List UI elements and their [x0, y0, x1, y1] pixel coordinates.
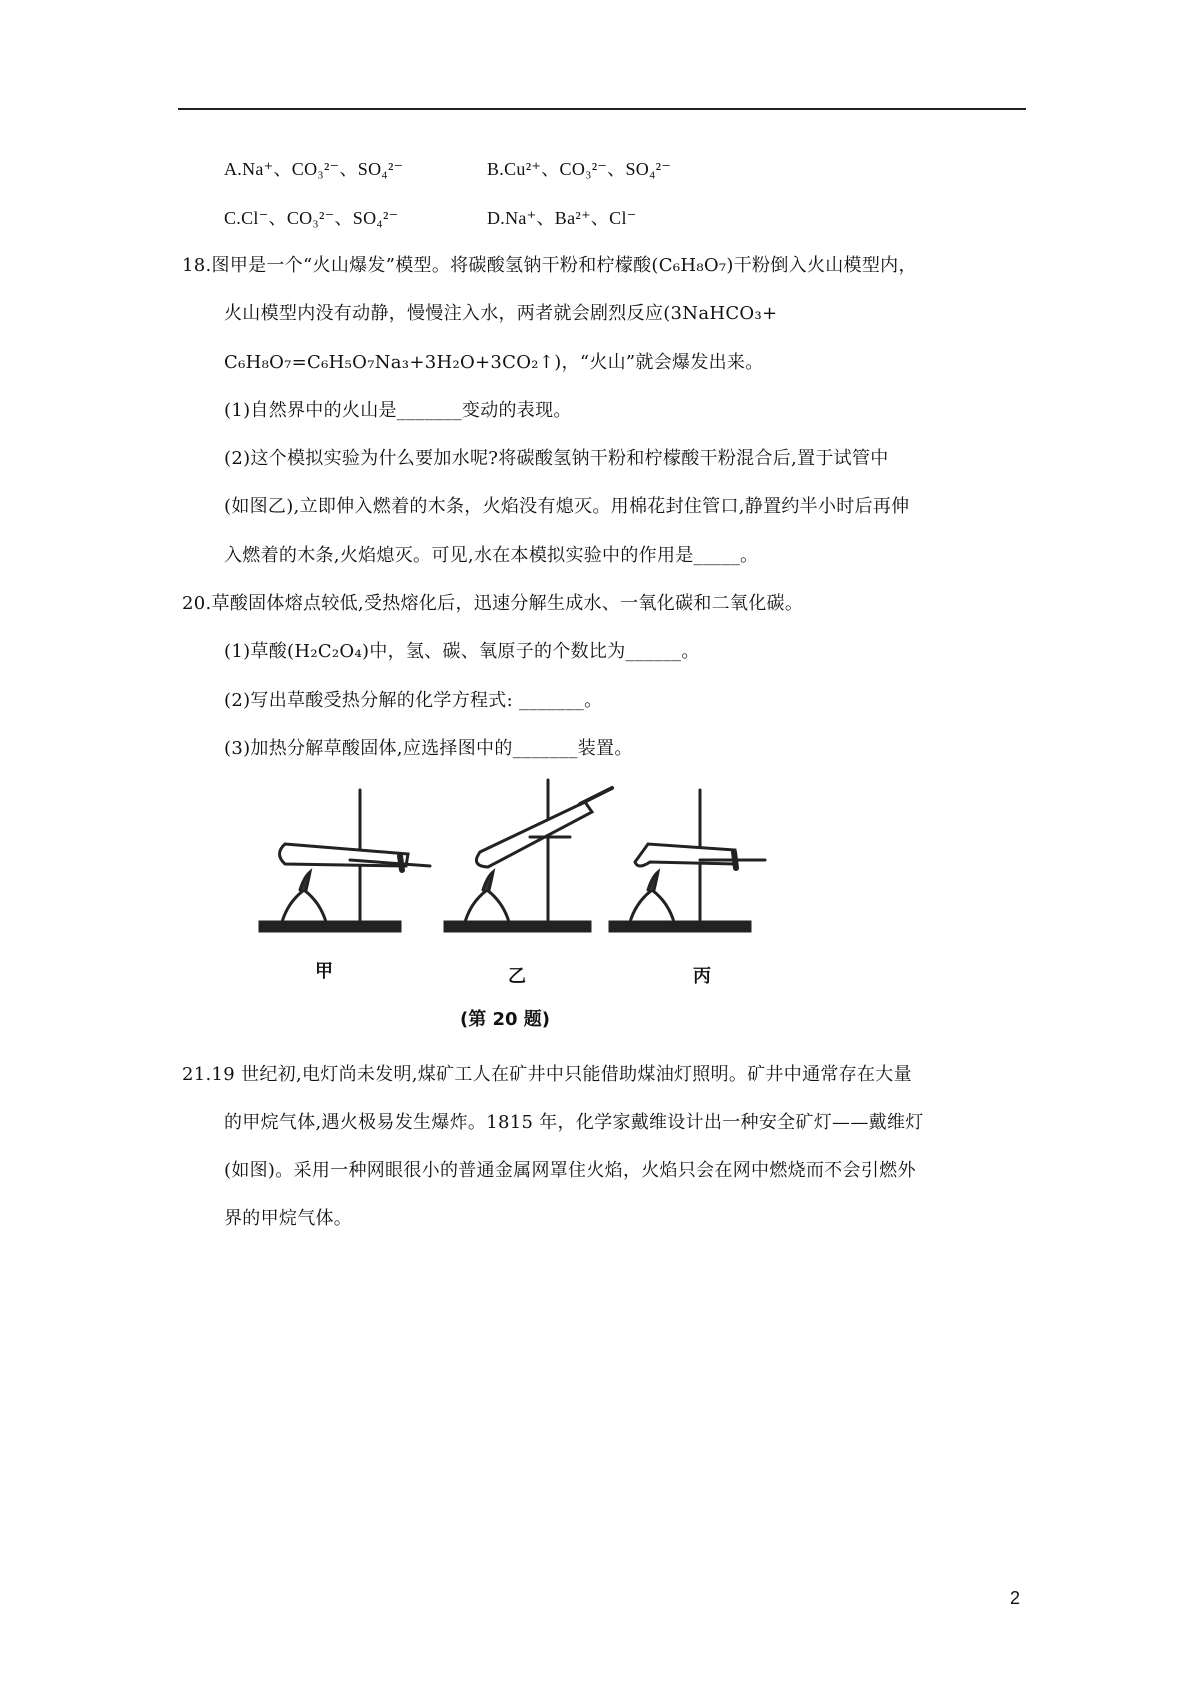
q20-line1: 20.草酸固体熔点较低,受热熔化后，迅速分解生成水、一氧化碳和二氧化碳。 [182, 593, 804, 614]
q21-line4: 界的甲烷气体。 [224, 1208, 353, 1229]
q18-sub2-line2: (如图乙),立即伸入燃着的木条，火焰没有熄灭。用棉花封住管口,静置约半小时后再伸 [224, 496, 910, 517]
option-a: A.Na⁺、CO₃²⁻、SO₄²⁻ [224, 159, 404, 179]
figure-label-bing: 丙 [693, 966, 711, 987]
header-rule [178, 108, 1026, 110]
q21-line2: 的甲烷气体,遇火极易发生爆炸。1815 年，化学家戴维设计出一种安全矿灯——戴维灯 [224, 1112, 924, 1133]
q18-sub2-line3: 入燃着的木条,火焰熄灭。可见,水在本模拟实验中的作用是_____。 [224, 545, 759, 566]
q20-sub1: (1)草酸(H₂C₂O₄)中，氢、碳、氧原子的个数比为______。 [224, 641, 700, 662]
page-number: 2 [1010, 1588, 1021, 1608]
q18-sub2-line1: (2)这个模拟实验为什么要加水呢?将碳酸氢钠干粉和柠檬酸干粉混合后,置于试管中 [224, 448, 889, 469]
option-c: C.Cl⁻、CO₃²⁻、SO₄²⁻ [224, 208, 399, 228]
figure-label-jia: 甲 [315, 961, 333, 982]
q18-line3: C₆H₈O₇=C₆H₅O₇Na₃+3H₂O+3CO₂↑)，“火山”就会爆发出来。 [224, 352, 764, 373]
option-b: B.Cu²⁺、CO₃²⁻、SO₄²⁻ [487, 159, 672, 179]
apparatus-yi [445, 780, 612, 931]
option-d: D.Na⁺、Ba²⁺、Cl⁻ [487, 208, 637, 228]
q21-line1: 21.19 世纪初,电灯尚未发明,煤矿工人在矿井中只能借助煤油灯照明。矿井中通常存在大量 [182, 1064, 912, 1085]
q18-line2: 火山模型内没有动静，慢慢注入水，两者就会剧烈反应(3NaHCO₃+ [224, 303, 778, 324]
q18-line1: 18.图甲是一个“火山爆发”模型。将碳酸氢钠干粉和柠檬酸(C₆H₈O₇)干粉倒入火山模型内， [182, 255, 917, 276]
apparatus-figure [230, 762, 810, 1037]
figure-label-yi: 乙 [508, 966, 526, 987]
apparatus-jia [260, 790, 430, 931]
apparatus-bing [610, 790, 765, 931]
q20-sub3: (3)加热分解草酸固体,应选择图中的_______装置。 [224, 738, 633, 759]
q21-line3: (如图)。采用一种网眼很小的普通金属网罩住火焰，火焰只会在网中燃烧而不会引燃外 [224, 1160, 916, 1181]
q18-sub1: (1)自然界中的火山是_______变动的表现。 [224, 400, 572, 421]
q20-sub2: (2)写出草酸受热分解的化学方程式: _______。 [224, 690, 603, 711]
figure-caption: (第 20 题) [459, 1009, 551, 1030]
